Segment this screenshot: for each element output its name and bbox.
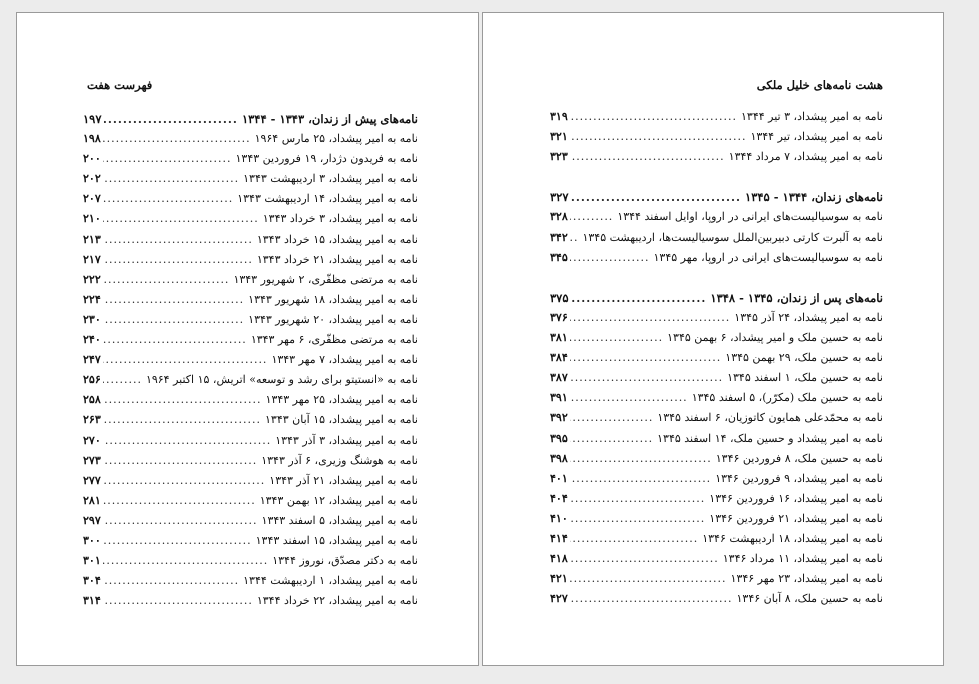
toc-entry-title: نامه به امیر پیشداد، ۲۵ مارس ۱۹۶۴ [254,132,418,146]
toc-entry-title: نامه به امیر پیشداد، ۱۵ آبان ۱۳۴۳ [265,413,418,427]
toc-entry-page: ۳۸۴ [550,351,568,365]
toc-entry [83,431,418,451]
toc-leader-dots [103,451,257,471]
toc-section-heading [550,288,883,308]
toc-leader-dots [103,531,252,551]
toc-entry [83,350,418,370]
toc-leader-dots [570,147,725,167]
toc-entry [83,551,418,571]
toc-entry-title: نامه به امیر پیشداد، ۲۱ فروردین ۱۳۴۶ [709,511,883,525]
toc-entry-title: نامه به امیر پیشداد، ۳ تیر ۱۳۴۴ [741,110,883,123]
toc-entry-title: نامه‌های پس از زندان، ۱۳۴۵ - ۱۳۴۸ [710,290,883,305]
toc-leader-dots [570,248,650,268]
toc-entry-title: نامه به امیر پیشداد، ۱۱ مرداد ۱۳۴۶ [722,552,883,566]
toc-entry-page: ۳۹۸ [550,451,568,465]
toc-entry [83,491,418,511]
toc-entry-title: نامه‌های زندان، ۱۳۴۴ - ۱۳۴۵ [745,190,883,205]
toc-entry-page: ۳۰۴ [83,574,101,588]
toc-entry-title: نامه به محمّدعلی همایون کاتوزیان، ۶ اسفند ۱۳۴۵ [657,411,883,425]
toc-entry-title: نامه‌های پیش از زندان، ۱۳۴۳ - ۱۳۴۴ [241,112,418,126]
toc-entry-title: نامه به هوشنگ وزیری، ۶ آذر ۱۳۴۳ [261,453,418,467]
toc-leader-dots [103,209,259,229]
left-page-header: فهرست هفت [87,78,153,92]
toc-entry-title: نامه به امیر پیشداد، تیر ۱۳۴۴ [750,130,883,144]
toc-entry-page: ۳۹۵ [550,431,568,445]
toc-entry-page: ۳۰۱ [83,554,101,568]
toc-entry-page: ۱۹۷ [83,112,102,126]
toc-leader-dots [570,589,733,609]
toc-section-heading [83,109,418,129]
toc-entry-page: ۴۲۷ [550,592,568,606]
toc-leader-dots [570,308,730,328]
toc-entry [83,189,418,209]
toc-entry-title: نامه به امیر پیشداد، ۲۱ خرداد ۱۳۴۳ [256,252,418,266]
toc-entry-title: نامه به امیر پیشداد، ۲۴ آذر ۱۳۴۵ [734,310,883,324]
toc-entry [83,471,418,491]
toc-entry-title: نامه به حسین ملک، ۸ آبان ۱۳۴۶ [736,592,883,606]
toc-leader-dots [103,471,265,491]
toc-leader-dots [103,250,253,270]
toc-leader-dots [570,328,663,348]
toc-entry [83,531,418,551]
toc-entry [550,408,883,428]
toc-leader-dots [570,127,746,147]
toc-entry-title: نامه به امیر پیشداد، ۳ خرداد ۱۳۴۳ [262,212,418,226]
toc-entry-title: نامه به حسین ملک، ۱ اسفند ۱۳۴۵ [727,371,883,385]
toc-entry-title: نامه به امیر پیشداد، ۲۳ مهر ۱۳۴۶ [730,572,883,586]
toc-entry [83,149,418,169]
toc-leader-dots [103,591,253,611]
toc-entry-page: ۲۱۷ [83,252,101,266]
toc-entry [550,348,883,368]
toc-entry-title: نامه به امیر پیشداد، ۱۸ اردیبهشت ۱۳۴۶ [702,531,883,545]
toc-entry-page: ۲۴۰ [83,333,101,347]
toc-leader-dots [103,290,244,310]
toc-entry-page: ۳۴۲ [550,230,568,244]
toc-entry-page: ۳۹۲ [550,411,568,425]
toc-entry-page: ۲۷۰ [83,433,101,447]
toc-entry-page: ۲۲۲ [83,272,101,286]
toc-entry-page: ۳۴۵ [550,250,568,264]
toc-entry-title: نامه به امیر پیشداد، ۷ مهر ۱۳۴۳ [271,353,418,367]
toc-entry-page: ۲۰۲ [83,172,101,186]
toc-leader-dots [570,228,578,248]
toc-entry [83,129,418,149]
toc-entry [83,230,418,250]
toc-entry-title: نامه به «انستیتو برای رشد و توسعه» اتریش، ۱۵ اکتبر ۱۹۶۴ [145,373,418,387]
toc-leader-dots [571,187,742,207]
toc-entry [83,209,418,229]
toc-leader-dots [570,549,719,569]
toc-leader-dots [103,350,267,370]
toc-entry-page: ۲۳۰ [83,312,101,326]
toc-entry-title: نامه به حسین ملک، ۸ فروردین ۱۳۴۶ [715,451,883,465]
toc-leader-dots [103,149,232,169]
toc-leader-dots [570,408,653,428]
toc-entry [83,390,418,410]
toc-entry-title: نامه به امیر پیشداد، ۱۲ بهمن ۱۳۴۳ [259,493,418,507]
toc-entry-title: نامه به حسین ملک و امیر پیشداد، ۶ بهمن ۱۳۴۵ [667,331,883,345]
toc-entry [83,250,418,270]
toc-entry-title: نامه به امیر پیشداد، ۵ اسفند ۱۳۴۳ [261,513,418,527]
toc-entry-page: ۳۸۷ [550,371,568,385]
toc-leader-dots [570,449,712,469]
toc-entry-title: نامه به امیر پیشداد، ۲۱ آذر ۱۳۴۳ [269,473,418,487]
toc-entry-title: نامه به امیر پیشداد، ۱ اردیبهشت ۱۳۴۴ [243,574,418,588]
right-page-header: هشت نامه‌های خلیل ملکی [756,78,883,92]
toc-entry [83,330,418,350]
toc-entry [550,569,883,589]
toc-entry [550,489,883,509]
toc-leader-dots [103,390,262,410]
section-gap [550,167,883,187]
toc-entry [550,589,883,609]
toc-leader-dots [103,491,256,511]
toc-entry-title: نامه به امیر پیشداد، ۲۰ شهریور ۱۳۴۳ [248,312,418,326]
toc-entry-page: ۴۲۱ [550,572,568,586]
toc-entry-title: نامه به امیر پیشداد، ۱۶ فروردین ۱۳۴۶ [709,491,883,505]
toc-entry-page: ۴۱۰ [550,511,568,525]
toc-leader-dots [103,511,258,531]
toc-entry-title: نامه به سوسیالیست‌های ایرانی در اروپا، اوایل اسفند ۱۳۴۴ [617,210,883,224]
toc-entry-title: نامه به امیر پیشداد، ۱۴ اردیبهشت ۱۳۴۳ [237,192,418,206]
toc-entry [550,107,883,127]
toc-entry [83,270,418,290]
toc-entry-page: ۳۷۵ [550,290,569,305]
toc-entry [550,228,883,248]
toc-entry-title: نامه به امیر پیشداد، ۱۵ خرداد ۱۳۴۳ [256,232,418,246]
toc-entry-title: نامه به امیر پیشداد، ۱۸ شهریور ۱۳۴۳ [248,292,418,306]
toc-entry-page: ۲۵۶ [83,373,101,387]
toc-entry-title: نامه به حسین ملک (مکرّر)، ۵ اسفند ۱۳۴۵ [691,391,883,405]
right-toc [550,107,883,609]
toc-entry-title: نامه به امیر پیشداد و حسین ملک، ۱۴ اسفند ۱۳۴۵ [657,431,883,445]
toc-entry [550,147,883,167]
toc-entry-title: نامه به دکتر مصدّق، نوروز ۱۳۴۴ [272,554,418,568]
toc-entry-title: نامه به آلبرت کارتی دبیربین‌الملل سوسیالیست‌ها، اردیبهشت ۱۳۴۵ [582,230,883,244]
toc-entry-page: ۲۹۷ [83,513,101,527]
toc-entry [550,549,883,569]
toc-section-heading [550,187,883,207]
toc-entry-page: ۲۱۰ [83,212,101,226]
toc-entry-title: نامه به امیر پیشداد، ۷ مرداد ۱۳۴۴ [728,150,883,164]
toc-leader-dots [570,509,705,529]
toc-entry-title: نامه به امیر پیشداد، ۲۵ مهر ۱۳۴۳ [265,393,418,407]
toc-leader-dots [570,107,737,127]
toc-leader-dots [570,429,653,449]
right-page [482,12,944,666]
toc-entry [83,571,418,591]
toc-leader-dots [103,551,268,571]
toc-entry-page: ۲۷۷ [83,473,101,487]
toc-entry [550,429,883,449]
toc-entry-page: ۲۷۳ [83,453,101,467]
toc-entry-title: نامه به امیر پیشداد، ۳ اردیبهشت ۱۳۴۳ [243,172,418,186]
toc-entry [83,169,418,189]
toc-leader-dots [570,529,698,549]
toc-entry-title: نامه به امیر پیشداد، ۲۲ خرداد ۱۳۴۴ [256,594,418,608]
toc-leader-dots [103,571,239,591]
toc-entry-page: ۲۱۳ [83,232,101,246]
toc-leader-dots [103,270,229,290]
toc-leader-dots [103,189,233,209]
toc-entry [83,410,418,430]
toc-entry [83,451,418,471]
toc-leader-dots [104,109,238,129]
toc-entry-page: ۲۵۸ [83,393,101,407]
toc-entry-page: ۳۸۱ [550,331,568,345]
toc-leader-dots [570,469,711,489]
left-toc [83,109,418,611]
toc-entry-title: نامه به سوسیالیست‌های ایرانی در اروپا، مهر ۱۳۴۵ [653,250,883,264]
toc-leader-dots [570,489,705,509]
toc-entry [83,591,418,611]
toc-entry-page: ۳۹۱ [550,391,568,405]
toc-entry-page: ۲۶۳ [83,413,101,427]
toc-entry-title: نامه به امیر پیشداد، ۹ فروردین ۱۳۴۶ [715,471,883,485]
toc-entry-page: ۳۲۸ [550,210,568,224]
toc-leader-dots [570,569,727,589]
toc-entry-page: ۲۰۰ [83,152,101,166]
toc-entry [550,207,883,227]
toc-leader-dots [103,169,239,189]
toc-entry-page: ۳۱۴ [83,594,101,608]
toc-entry-page: ۳۲۳ [550,150,568,164]
toc-leader-dots [103,129,251,149]
toc-entry [550,127,883,147]
toc-entry-page: ۳۲۷ [550,190,569,205]
section-gap [550,268,883,288]
toc-leader-dots [570,368,723,388]
toc-entry [550,388,883,408]
toc-leader-dots [570,207,613,227]
toc-leader-dots [571,288,707,308]
toc-leader-dots [570,388,688,408]
toc-entry-title: نامه به مرتضی مظفّری، ۲ شهریور ۱۳۴۳ [233,272,418,286]
toc-entry [83,310,418,330]
toc-leader-dots [570,348,721,368]
toc-entry-page: ۴۱۸ [550,552,568,566]
toc-entry-page: ۲۸۱ [83,493,101,507]
toc-leader-dots [103,230,253,250]
toc-entry [550,368,883,388]
toc-leader-dots [103,431,271,451]
toc-entry-page: ۳۱۹ [550,110,568,123]
toc-entry-title: نامه به امیر پیشداد، ۱۵ اسفند ۱۳۴۳ [255,533,418,547]
toc-entry-page: ۴۰۱ [550,471,568,485]
toc-entry-page: ۴۰۴ [550,491,568,505]
toc-entry-title: نامه به امیر پیشداد، ۳ آذر ۱۳۴۳ [275,433,418,447]
toc-entry-title: نامه به حسین ملک، ۲۹ بهمن ۱۳۴۵ [725,351,883,365]
toc-entry-title: نامه به مرتضی مظفّری، ۶ مهر ۱۳۴۳ [250,333,418,347]
toc-entry-page: ۳۷۶ [550,310,568,324]
toc-leader-dots [103,310,244,330]
toc-entry [83,511,418,531]
left-page [16,12,479,666]
toc-entry-page: ۲۰۷ [83,192,101,206]
toc-entry [83,290,418,310]
toc-entry [550,509,883,529]
toc-entry [550,449,883,469]
toc-entry [550,529,883,549]
toc-entry-page: ۲۲۴ [83,292,101,306]
toc-entry [550,328,883,348]
toc-entry-page: ۳۲۱ [550,130,568,144]
toc-entry-page: ۳۰۰ [83,533,101,547]
toc-entry [550,248,883,268]
toc-entry [550,469,883,489]
toc-leader-dots [103,330,247,350]
toc-leader-dots [103,410,261,430]
toc-leader-dots [103,370,142,390]
toc-entry-title: نامه به فریدون دژدار، ۱۹ فروردین ۱۳۴۳ [235,152,418,166]
toc-entry [550,308,883,328]
toc-entry-page: ۴۱۴ [550,531,568,545]
toc-entry-page: ۱۹۸ [83,132,101,146]
toc-entry-page: ۲۴۷ [83,353,101,367]
toc-entry [83,370,418,390]
